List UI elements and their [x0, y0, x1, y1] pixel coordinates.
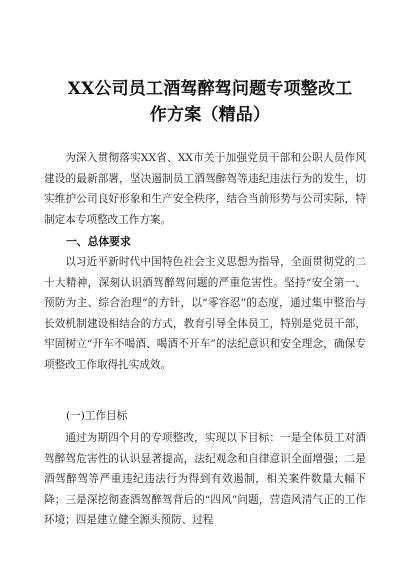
title-line-1: XX公司员工酒驾醉驾问题专项整改工: [67, 79, 353, 99]
subsection-paragraph-work-goals: 通过为期四个月的专项整改，实现以下目标：一是全体员工对酒驾醉驾危害性的认识显著提高，法纪观念和自律意识全面增强；二是酒驾醉驾等严重违纪违法行为得到有效遏制，相关案件数量大幅下降；三是深挖彻查酒驾醉驾背后的“四风”问题，营造风清气正的工作环境；四是建立健全源头预防、过程: [44, 432, 366, 526]
intro-paragraph: 为深入贯彻落实XX省、XX市关于加强党员干部和公职人员作风建设的最新部署，坚决遏制员工酒驾醉驾等违纪违法行为的发生，切实维护公司良好形象和生产安全秩序，结合当前形势与公司实际，特制定本专项整改工作方案。: [44, 152, 366, 226]
subsection-heading-work-goals: (一)工作目标: [66, 410, 128, 422]
section-heading-overall-requirements: 一、总体要求: [66, 235, 131, 248]
document-title: [60, 76, 360, 128]
section-paragraph-overall-requirements: 以习近平新时代中国特色社会主义思想为指导，全面贯彻党的二十大精神，深刻认识酒驾醉驾问题的严重危害性。坚持“安全第一、预防为主、综合治理”的方针，以“零容忍”的态度，通过集中整治与长效机制建设相结合的方式，教育引导全体员工，特别是党员干部，牢固树立“开车不喝酒、喝酒不开车”的法纪意识和安全理念，确保专项整改工作取得扎实成效。: [44, 256, 366, 371]
title-line-2: 作方案（精品）: [149, 105, 271, 125]
